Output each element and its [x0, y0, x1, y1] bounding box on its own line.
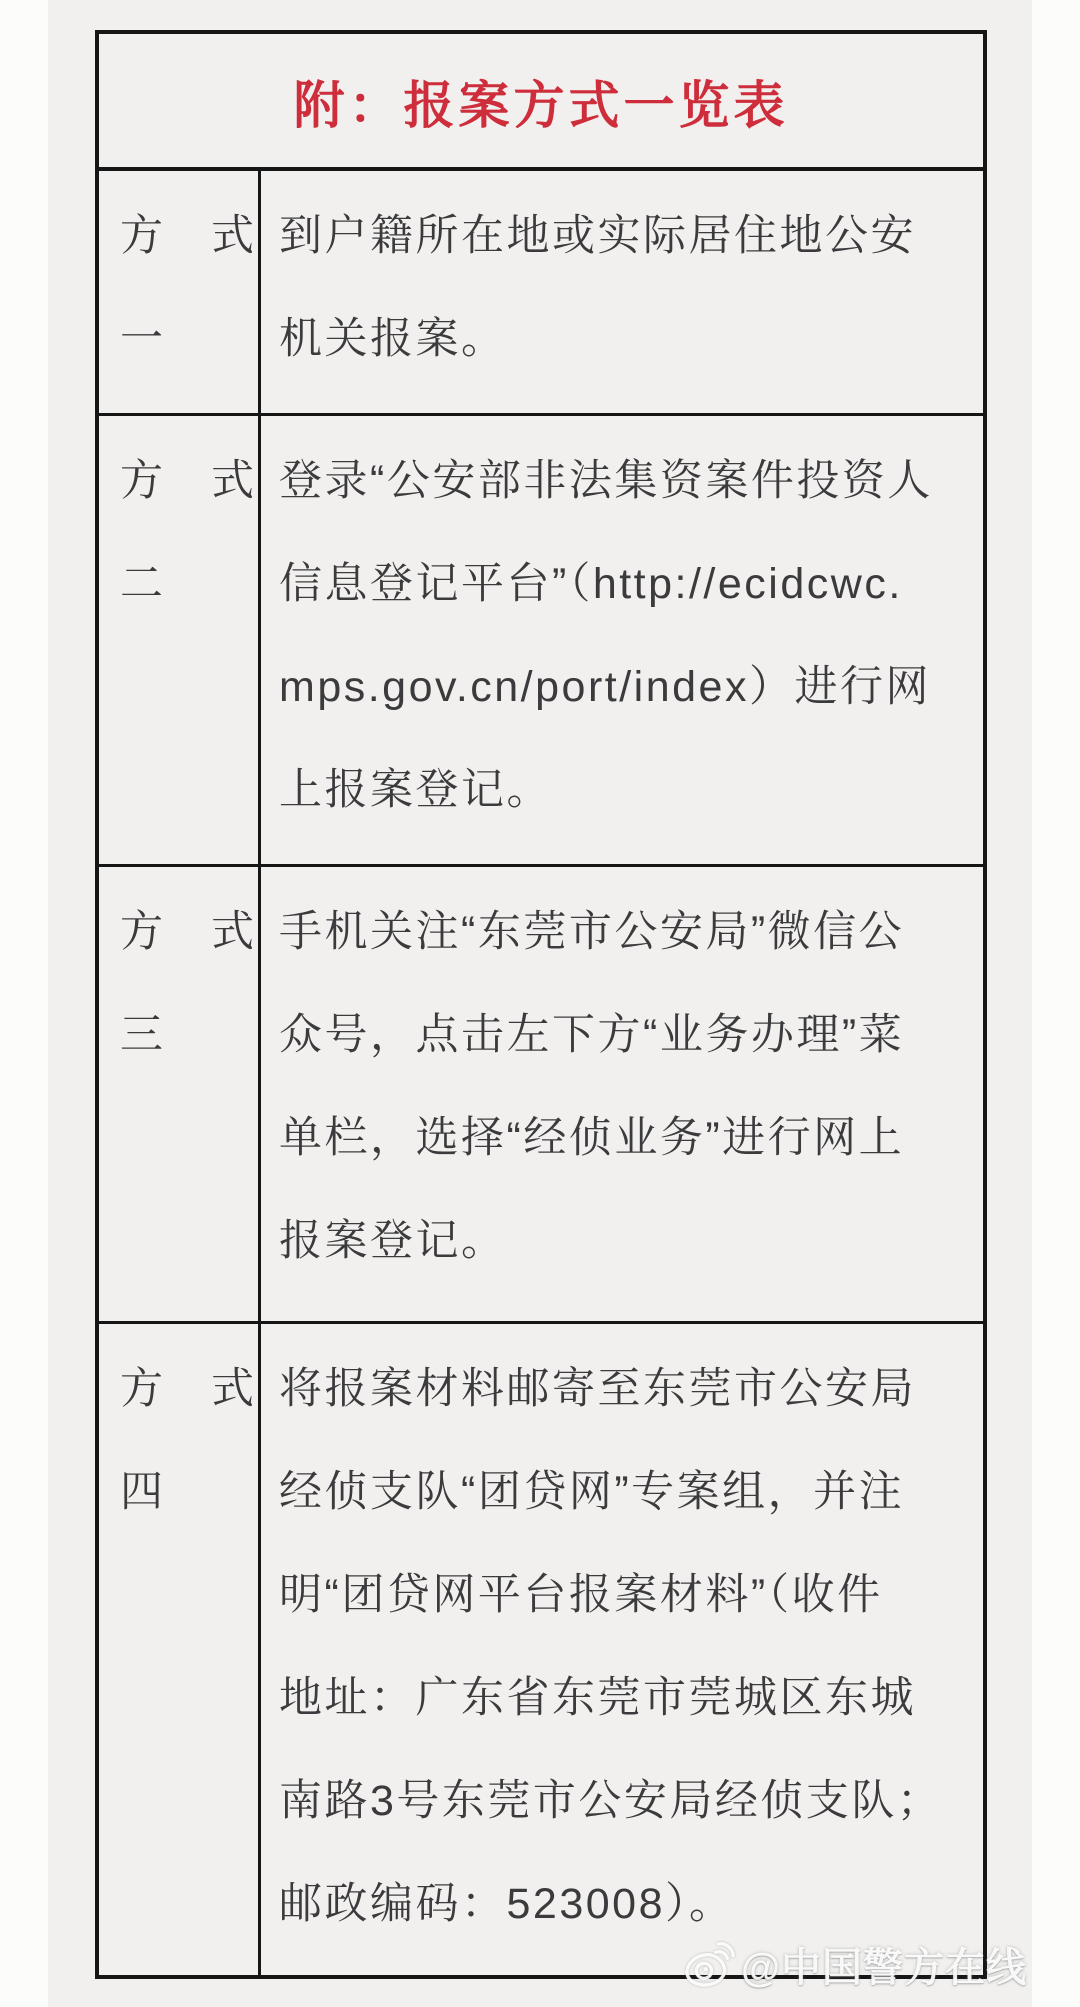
watermark: [683, 1936, 1027, 1993]
text-line: 方 式: [120, 908, 257, 956]
method-3-label-cell: [99, 867, 261, 1321]
table-row-method-3: [99, 864, 983, 1321]
text-line: 上报案登记。: [279, 766, 552, 814]
photo-panel: [48, 0, 1032, 2007]
method-2-content-cell: [261, 416, 983, 864]
text-line: 方 式: [120, 1365, 257, 1413]
text-line: mps.gov.cn/port/index）进行网: [279, 663, 931, 711]
text-line: 三: [120, 1011, 166, 1059]
text-line: 方 式: [120, 457, 257, 505]
method-4-label-cell: [99, 1324, 261, 1975]
table-row-method-4: [99, 1321, 983, 1975]
text-line: 信息登记平台”（http://ecidcwc.: [279, 560, 903, 608]
method-1-content-cell: [261, 171, 983, 413]
method-1-label-cell: [99, 171, 261, 413]
text-line: 方 式: [120, 212, 257, 260]
table-title: 附：报案方式一览表: [293, 76, 789, 134]
text-line: 到户籍所在地或实际居住地公安: [279, 212, 916, 260]
watermark-handle: @中国警方在线: [740, 1946, 1027, 1990]
table-row-method-2: [99, 413, 983, 864]
text-line: 登录“公安部非法集资案件投资人: [279, 457, 933, 505]
method-3-content-cell: [261, 867, 983, 1321]
report-methods-table: [95, 30, 987, 1979]
text-line: 经侦支队“团贷网”专案组，并注: [279, 1468, 905, 1516]
method-4-content-cell: [261, 1324, 983, 1975]
text-line: 明“团贷网平台报案材料”（收件: [279, 1571, 883, 1619]
table-row-method-1: [99, 171, 983, 413]
text-line: 地址：广东省东莞市莞城区东城: [279, 1674, 916, 1722]
text-line: 众号，点击左下方“业务办理”菜: [279, 1011, 905, 1059]
weibo-icon: [683, 1941, 735, 1989]
text-line: 将报案材料邮寄至东莞市公安局: [279, 1365, 916, 1413]
text-line: 单栏，选择“经侦业务”进行网上: [279, 1114, 905, 1162]
method-2-label-cell: [99, 416, 261, 864]
text-line: 南路3号东莞市公安局经侦支队；: [279, 1777, 943, 1825]
text-line: 二: [120, 560, 166, 608]
text-line: 手机关注“东莞市公安局”微信公: [279, 908, 905, 956]
table-title-row: [99, 34, 983, 171]
text-line: 一: [120, 315, 166, 363]
text-line: 四: [120, 1468, 166, 1516]
text-line: 机关报案。: [279, 315, 507, 363]
text-line: 报案登记。: [279, 1217, 507, 1265]
text-line: 邮政编码：523008）。: [279, 1880, 735, 1928]
